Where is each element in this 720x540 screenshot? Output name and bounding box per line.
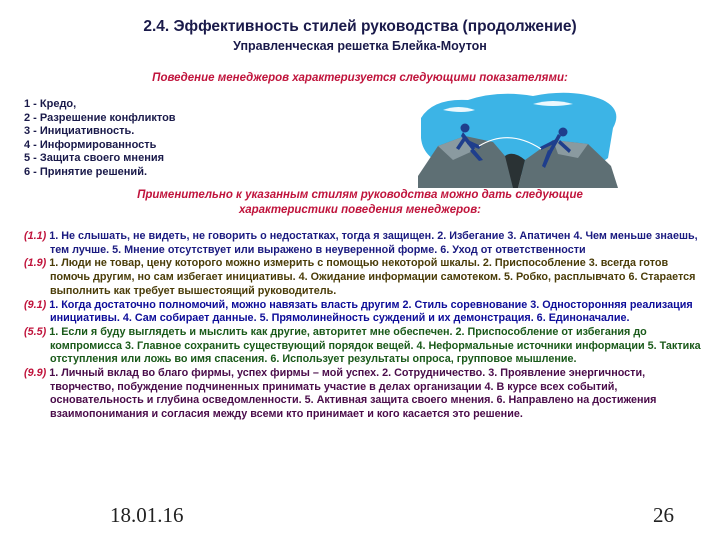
style-code: (1.1) <box>24 230 47 242</box>
applied-text: Применительно к указанным стилям руководства можно дать следующие характеристики поведения менеджеров: <box>137 189 583 216</box>
indicator-item: 3 - Инициативность. <box>24 125 135 137</box>
style-characteristics-list <box>24 230 708 422</box>
style-item <box>24 257 708 298</box>
style-item <box>24 326 708 367</box>
style-description: 1. Когда достаточно полномочий, можно навязать власть другим 2. Стиль соревнование 3. Односторонняя реализация инициативы. 4. Сам собирает данные. 5. Прямолинейность суждений и их демонстрация. 6. Единоначалие. <box>49 298 693 325</box>
style-item <box>24 367 708 422</box>
indicator-item: 1 - Кредо, <box>24 98 77 110</box>
style-code: (5.5) <box>24 325 47 338</box>
indicator-item: 5 - Защита своего мнения <box>24 152 165 164</box>
style-description: 1. Люди не товар, цену которого можно измерить с помощью некоторой шкалы. 2. Приспособление 3. всегда готов помочь другим, но сам избегает инициативы. 4. Ожидание информации самотеком. 5. Робко, расплывчато 6. Старается выполнить как требует вышестоящий руководитель. <box>49 257 696 297</box>
style-description: 1. Не слышать, не видеть, не говорить о недостатках, тогда я защищен. 2. Избегание 3. Апатичен 4. Чем меньше знаешь, тем лучше. 5. Мнение отсутствует или выражено в неуверенной форме. 6. Уход от ответственности <box>49 230 698 256</box>
indicator-item: 4 - Информированность <box>24 138 157 151</box>
style-description: 1. Личный вклад во благо фирмы, успех фирмы – мой успех. 2. Сотрудничество. 3. Проявление энергичности, творчество, побуждение подчиненных принимать участие в делах организации 4. В курсе всех событий, основательность и глубина осведомленности. 5. Активная защита своего мнения. 6. Направлено на достижения взаимопонимания и согласия между всеми кто принимает и кого касается это решение. <box>49 367 657 421</box>
page-number: 26 <box>653 503 674 527</box>
style-code: (9.9) <box>24 367 47 380</box>
indicator-item: 6 - Принятие решений. <box>24 165 148 178</box>
style-item <box>24 230 708 257</box>
style-code: (9.1) <box>24 298 47 311</box>
slide-subtitle: Управленческая решетка Блейка-Моутон <box>233 39 487 53</box>
style-item <box>24 299 708 326</box>
slide-title: 2.4. Эффективность стилей руководства (продолжение) <box>143 18 577 35</box>
intro-text: Поведение менеджеров характеризуется следующими показателями: <box>152 72 568 84</box>
style-code: (1.9) <box>24 257 47 270</box>
mountain-climbers-illustration <box>413 88 623 192</box>
footer-date: 18.01.16 <box>110 503 184 527</box>
style-description: 1. Если я буду выглядеть и мыслить как другие, авторитет мне обеспечен. 2. Приспособление от избегания до компромисса 3. Главное сохранить существующий порядок вещей. 4. Неформальные источники информации 5. Тактика отступления или ложь во имя спасения. 6. Использует результаты опроса, групповое мышление. <box>49 325 701 366</box>
indicator-item: 2 - Разрешение конфликтов <box>24 111 176 124</box>
indicator-list <box>24 98 176 179</box>
